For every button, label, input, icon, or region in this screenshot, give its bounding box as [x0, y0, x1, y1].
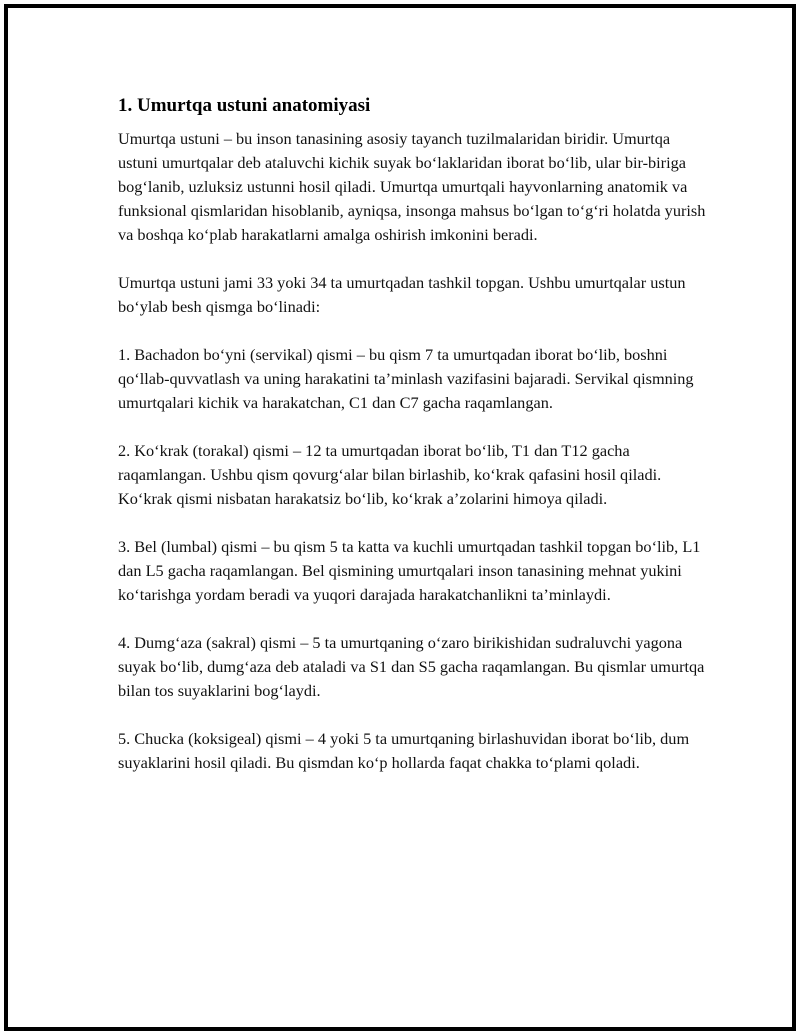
paragraph-intro: Umurtqa ustuni – bu inson tanasining asosiy tayanch tuzilmalaridan biridir. Umurtqa ustuni umurtqalar deb ataluvchi kichik suyak boʻlaklaridan iborat boʻlib, ular bir-biriga bogʻlanib, uzluksiz ustunni hosil qiladi. Umurtqa umurtqali hayvonlarning anatomik va funksional qismlaridan hisoblanib, ayniqsa, insonga mahsus boʻlgan toʻgʻri holatda yurish va boshqa koʻplab harakatlarni amalga oshirish imkonini beradi. — [118, 129, 706, 244]
paragraph-composition: Umurtqa ustuni jami 33 yoki 34 ta umurtqadan tashkil topgan. Ushbu umurtqalar ustun boʻylab besh qismga boʻlinadi: — [118, 273, 686, 316]
paragraph-thoracic: 2. Koʻkrak (torakal) qismi – 12 ta umurtqadan iborat boʻlib, T1 dan T12 gacha raqamlangan. Ushbu qism qovurgʻalar bilan birlashib, koʻkrak qafasini hosil qiladi. Koʻkrak qismi nisbatan harakatsiz boʻlib, koʻkrak aʼzolarini himoya qiladi. — [118, 441, 662, 508]
paragraph-sacral: 4. Dumgʻaza (sakral) qismi – 5 ta umurtqaning oʻzaro birikishidan sudraluvchi yagona suyak boʻlib, dumgʻaza deb ataladi va S1 dan S5 gacha raqamlangan. Bu qismlar umurtqa bilan tos suyaklarini bogʻlaydi. — [118, 633, 705, 700]
document-body — [118, 93, 708, 775]
paragraph-coccygeal: 5. Chucka (koksigeal) qismi – 4 yoki 5 ta umurtqaning birlashuvidan iborat boʻlib, dum suyaklarini hosil qiladi. Bu qismdan koʻp hollarda faqat chakka toʻplami qoladi. — [118, 729, 690, 772]
section-title: 1. Umurtqa ustuni anatomiyasi — [118, 95, 371, 116]
paragraph-cervical: 1. Bachadon boʻyni (servikal) qismi – bu qism 7 ta umurtqadan iborat boʻlib, boshni qoʻllab-quvvatlash va uning harakatini taʼminlash vazifasini bajaradi. Servikal qismning umurtqalari kichik va harakatchan, C1 dan C7 gacha raqamlangan. — [118, 345, 694, 412]
paragraph-lumbar: 3. Bel (lumbal) qismi – bu qism 5 ta katta va kuchli umurtqadan tashkil topgan boʻlib, L1 dan L5 gacha raqamlangan. Bel qismining umurtqalari inson tanasining mehnat yukini koʻtarishga yordam beradi va yuqori darajada harakatchanlikni taʼminlaydi. — [118, 537, 701, 604]
